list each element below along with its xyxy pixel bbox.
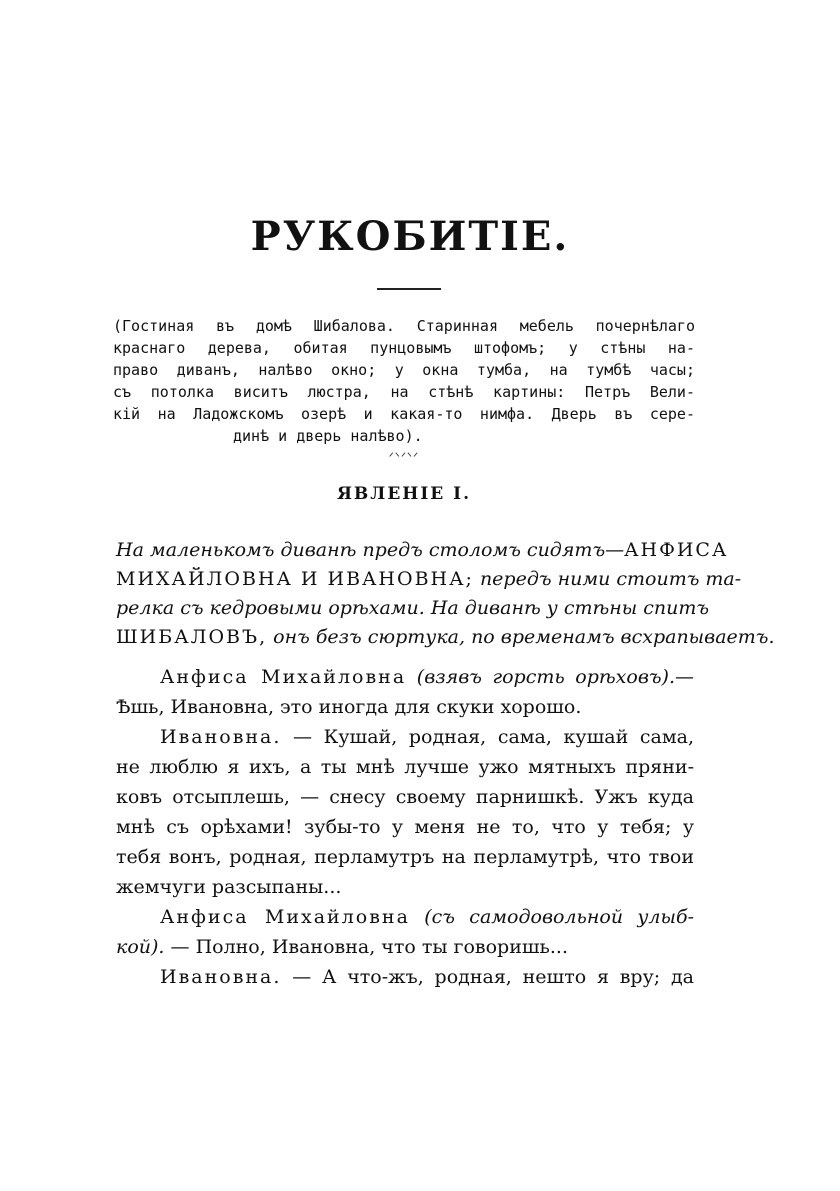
dialog-line: ковъ отсыплешь, — снесу своему парнишкѣ. Ужъ куда bbox=[116, 786, 694, 808]
dialog-line bbox=[116, 662, 694, 692]
dialog-line: мнѣ съ орѣхами! зубы-то у меня не то, что у тебя; у bbox=[116, 816, 694, 838]
stage-note: (взявъ горсть орѣховъ).— bbox=[406, 666, 695, 688]
description-text: онъ безъ сюртука, по временамъ всхрапываетъ. bbox=[267, 626, 775, 648]
stage-direction-line: (Гостиная въ домѣ Шибалова. Старинная мебель почернѣлаго bbox=[113, 317, 695, 335]
character-name: ШИБАЛОВЪ, bbox=[116, 626, 268, 648]
description-line bbox=[116, 536, 729, 565]
dialog-line: не люблю я ихъ, а ты мнѣ лучше ужо мятныхъ пряни- bbox=[116, 756, 694, 778]
speech-text: — Кушай, родная, сама, кушай сама, bbox=[281, 726, 694, 748]
ornament-divider: ᐟᐠᐟᐠᐟ bbox=[388, 450, 420, 464]
stage-direction-line: краснаго дерева, обитая пунцовымъ штофомъ; у стѣны на- bbox=[113, 339, 695, 357]
stage-direction-line: кій на Ладожскомъ озерѣ и какая-то нимфа. Дверь въ сере- bbox=[113, 405, 695, 423]
page-title: РУКОБИТІЕ. bbox=[250, 213, 570, 260]
speaker-name: Ивановна. bbox=[160, 726, 282, 748]
dialog-line: жемчуги разсыпаны... bbox=[116, 876, 342, 898]
dialog-line: тебя вонъ, родная, перламутръ на перламутрѣ, что твои bbox=[116, 846, 694, 868]
speaker-name: Анфиса Михайловна bbox=[160, 666, 407, 688]
stage-direction-line: динѣ и дверь налѣво). bbox=[233, 427, 423, 445]
dialog-line bbox=[116, 722, 694, 752]
speech-text: — А что-жъ, родная, нешто я вру; да bbox=[281, 966, 694, 988]
description-line: релка съ кедровыми орѣхами. На диванѣ у стѣны спитъ bbox=[116, 597, 710, 619]
description-line bbox=[116, 565, 742, 594]
dialog-line: Ѣшь, Ивановна, это иногда для скуки хорошо. bbox=[116, 696, 582, 718]
stage-note: кой). bbox=[116, 936, 165, 958]
character-name: АНФИСА bbox=[624, 539, 729, 561]
description-line bbox=[116, 623, 775, 652]
stage-direction-line: право диванъ, налѣво окно; у окна тумба, на тумбѣ часы; bbox=[113, 361, 695, 379]
character-name: МИХАЙЛОВНА И ИВАНОВНА; bbox=[116, 568, 474, 590]
stage-direction bbox=[113, 315, 695, 447]
dialog-line bbox=[116, 932, 694, 962]
description-text: На маленькомъ диванѣ предъ столомъ сидятъ— bbox=[116, 539, 625, 561]
speech-text: — Полно, Ивановна, что ты говоришь... bbox=[164, 936, 568, 958]
scene-description bbox=[116, 536, 775, 652]
dialog-line bbox=[116, 962, 694, 992]
dialog bbox=[116, 662, 694, 992]
speaker-name: Анфиса Михайловна bbox=[160, 906, 410, 928]
scene-heading: ЯВЛЕНІЕ I. bbox=[336, 484, 472, 504]
dialog-line bbox=[116, 902, 694, 932]
title-divider bbox=[377, 288, 441, 290]
stage-note: (съ самодовольной улыб- bbox=[409, 906, 695, 928]
stage-direction-line: съ потолка виситъ люстра, на стѣнѣ картины: Петръ Вели- bbox=[113, 383, 695, 401]
speaker-name: Ивановна. bbox=[160, 966, 282, 988]
description-text: передъ ними стоитъ та- bbox=[473, 568, 742, 590]
